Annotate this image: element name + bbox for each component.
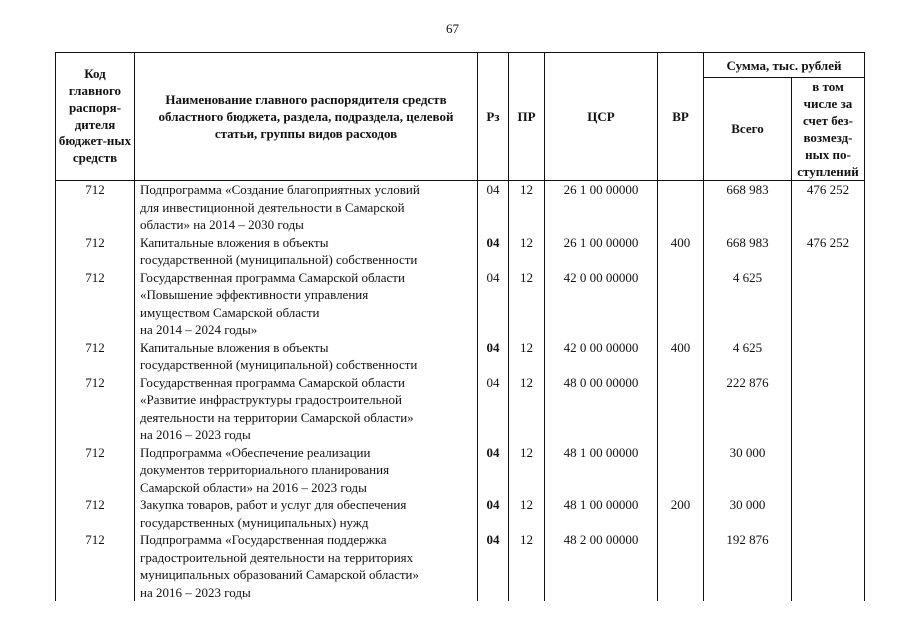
cell-free (792, 496, 865, 531)
cell-pr: 12 (509, 339, 545, 374)
page-number: 67 (446, 21, 459, 36)
cell-total: 668 983 (704, 181, 792, 234)
cell-code: 712 (56, 531, 135, 601)
cell-rz: 04 (478, 269, 509, 339)
cell-rz: 04 (478, 181, 509, 234)
cell-pr: 12 (509, 374, 545, 444)
cell-vr (658, 444, 704, 497)
cell-csr: 48 2 00 00000 (545, 531, 658, 601)
cell-free (792, 374, 865, 444)
cell-free (792, 531, 865, 601)
cell-total: 30 000 (704, 444, 792, 497)
name-line: на 2016 – 2023 годы (140, 427, 251, 442)
header-csr: ЦСР (545, 53, 658, 181)
name-line: Капитальные вложения в объекты (140, 234, 329, 250)
name-line: «Развитие инфраструктуры градостроительной (140, 392, 402, 407)
name-line: Капитальные вложения в объекты (140, 339, 329, 355)
cell-rz: 04 (478, 496, 509, 531)
cell-code: 712 (56, 269, 135, 339)
cell-total: 192 876 (704, 531, 792, 601)
cell-pr: 12 (509, 444, 545, 497)
cell-code: 712 (56, 374, 135, 444)
table-row (56, 339, 865, 374)
table-row (56, 531, 865, 601)
table-row (56, 444, 865, 497)
cell-pr: 12 (509, 181, 545, 234)
cell-code: 712 (56, 496, 135, 531)
header-name: Наименование главного распорядителя средств областного бюджета, раздела, подраздела, целевой статьи, группы видов расходов (135, 53, 478, 181)
header-sum: Сумма, тыс. рублей (704, 53, 865, 78)
cell-code: 712 (56, 444, 135, 497)
cell-pr: 12 (509, 531, 545, 601)
cell-csr: 42 0 00 00000 (545, 269, 658, 339)
name-line: документов территориального планирования (140, 462, 390, 477)
cell-total: 30 000 (704, 496, 792, 531)
cell-vr: 200 (658, 496, 704, 531)
name-line: градостроительной деятельности на территориях (140, 549, 414, 565)
cell-total: 4 625 (704, 339, 792, 374)
cell-free (792, 444, 865, 497)
name-line: муниципальных образований Самарской области» (140, 567, 419, 582)
cell-rz: 04 (478, 374, 509, 444)
name-line: имуществом Самарской области (140, 304, 320, 320)
cell-total: 668 983 (704, 234, 792, 269)
name-line: Подпрограмма «Государственная поддержка (140, 532, 387, 547)
budget-table (55, 52, 865, 601)
name-line: Самарской области» на 2016 – 2023 годы (140, 479, 367, 495)
cell-code: 712 (56, 234, 135, 269)
cell-total: 4 625 (704, 269, 792, 339)
cell-pr: 12 (509, 496, 545, 531)
name-line: для инвестиционной деятельности в Самарской (140, 199, 405, 215)
cell-pr: 12 (509, 269, 545, 339)
header-free: в том числе за счет без-возмезд-ных по-ступлений (792, 78, 865, 181)
cell-name (135, 181, 478, 234)
name-line: деятельности на территории Самарской области» (140, 409, 414, 425)
cell-vr (658, 269, 704, 339)
cell-rz: 04 (478, 339, 509, 374)
table-row (56, 374, 865, 444)
name-line: на 2016 – 2023 годы (140, 584, 251, 600)
cell-total: 222 876 (704, 374, 792, 444)
cell-name (135, 234, 478, 269)
cell-free (792, 339, 865, 374)
cell-name (135, 496, 478, 531)
name-line: государственной (муниципальной) собственности (140, 252, 418, 267)
header-total: Всего (704, 78, 792, 181)
cell-csr: 26 1 00 00000 (545, 181, 658, 234)
name-line: Подпрограмма «Создание благоприятных условий (140, 182, 420, 197)
cell-free: 476 252 (792, 181, 865, 234)
cell-rz: 04 (478, 234, 509, 269)
table-row (56, 234, 865, 269)
table-row (56, 496, 865, 531)
cell-rz: 04 (478, 531, 509, 601)
cell-csr: 48 1 00 00000 (545, 444, 658, 497)
cell-free (792, 269, 865, 339)
name-line: «Повышение эффективности управления (140, 287, 369, 302)
name-line: Закупка товаров, работ и услуг для обеспечения (140, 497, 407, 512)
cell-name (135, 339, 478, 374)
cell-pr: 12 (509, 234, 545, 269)
cell-vr: 400 (658, 339, 704, 374)
header-vr: ВР (658, 53, 704, 181)
cell-name (135, 374, 478, 444)
name-line: Государственная программа Самарской области (140, 269, 405, 285)
name-line: области» на 2014 – 2030 годы (140, 217, 304, 232)
cell-vr (658, 531, 704, 601)
cell-rz: 04 (478, 444, 509, 497)
header-rz: Рз (478, 53, 509, 181)
cell-csr: 48 0 00 00000 (545, 374, 658, 444)
cell-csr: 48 1 00 00000 (545, 496, 658, 531)
cell-code: 712 (56, 339, 135, 374)
name-line: Государственная программа Самарской области (140, 374, 405, 390)
cell-name (135, 444, 478, 497)
cell-free: 476 252 (792, 234, 865, 269)
name-line: Подпрограмма «Обеспечение реализации (140, 444, 371, 460)
cell-name (135, 531, 478, 601)
header-code: Код главного распоря-дителя бюджет-ных средств (56, 53, 135, 181)
table-row (56, 181, 865, 234)
cell-vr (658, 374, 704, 444)
name-line: государственных (муниципальных) нужд (140, 514, 369, 530)
cell-vr (658, 181, 704, 234)
name-line: государственной (муниципальной) собственности (140, 357, 418, 372)
name-line: на 2014 – 2024 годы» (140, 322, 258, 337)
table-row (56, 269, 865, 339)
cell-code: 712 (56, 181, 135, 234)
table-body (56, 181, 865, 602)
cell-csr: 42 0 00 00000 (545, 339, 658, 374)
cell-csr: 26 1 00 00000 (545, 234, 658, 269)
header-pr: ПР (509, 53, 545, 181)
cell-vr: 400 (658, 234, 704, 269)
cell-name (135, 269, 478, 339)
